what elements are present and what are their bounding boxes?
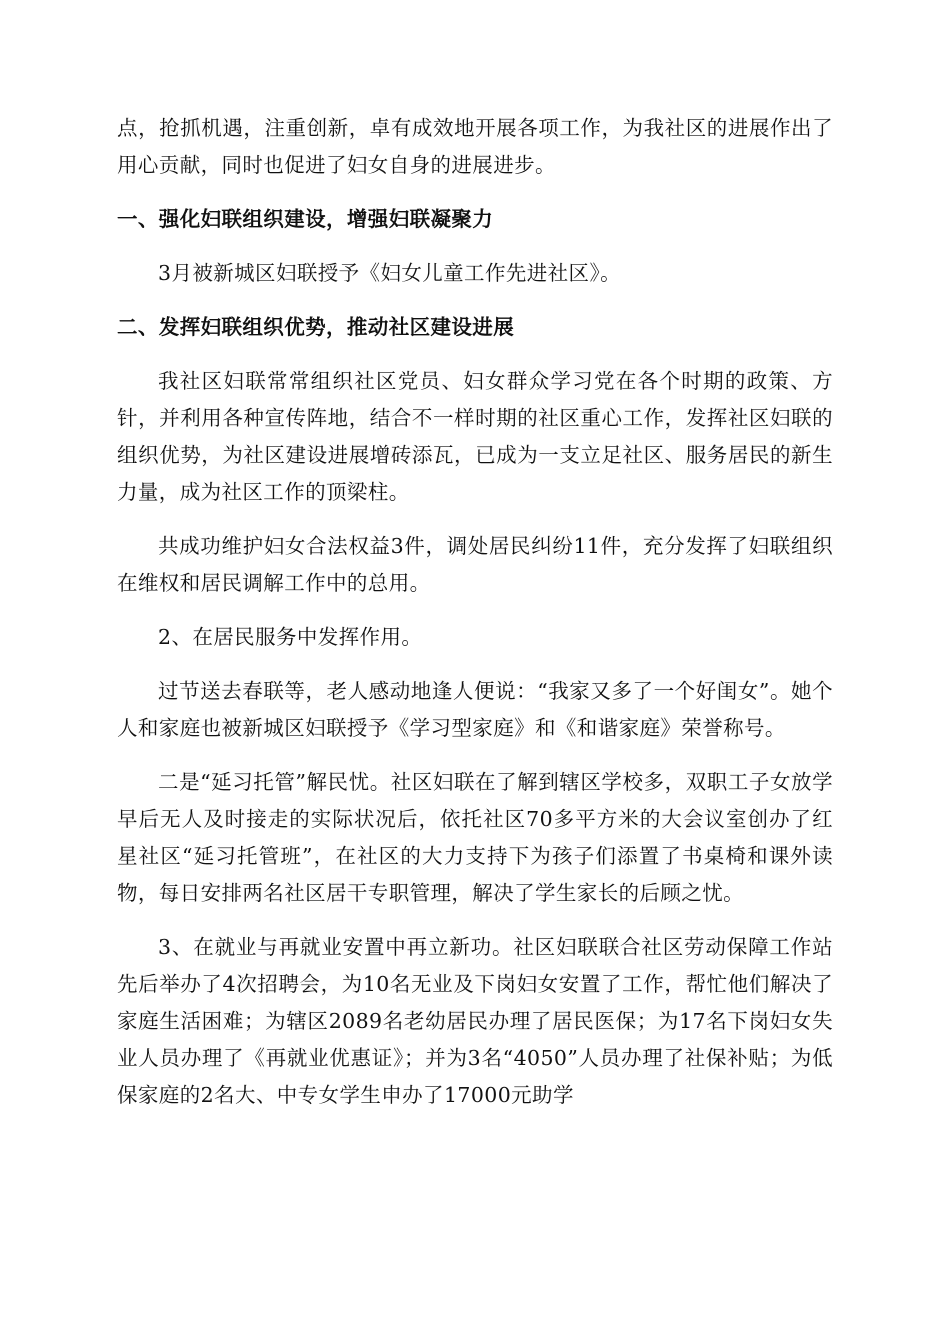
paragraph-spring-couplets: 过节送去春联等，老人感动地逢人便说：“我家又多了一个好闺女”。她个人和家庭也被新城区妇联授予《学习型家庭》和《和谐家庭》荣誉称号。	[117, 679, 833, 740]
section-heading-2: 二、发挥妇联组织优势，推动社区建设进展	[117, 315, 515, 339]
paragraph-employment: 3、在就业与再就业安置中再立新功。社区妇联联合社区劳动保障工作站先后举办了4次招聘会，为10名无业及下岗妇女安置了工作，帮忙他们解决了家庭生活困难；为辖区2089名老幼居民办理了居民医保；为17名下岗妇女失业人员办理了《再就业优惠证》；并为3名“4050”人员办理了社保补贴；为低保家庭的2名大、中专女学生申办了17000元助学	[117, 935, 833, 1107]
paragraph-continuation: 点，抢抓机遇，注重创新，卓有成效地开展各项工作，为我社区的进展作出了用心贡献，同时也促进了妇女自身的进展进步。	[117, 116, 833, 177]
subheading-resident-service: 2、在居民服务中发挥作用。	[158, 625, 423, 649]
paragraph-award: 3月被新城区妇联授予《妇女儿童工作先进社区》。	[158, 261, 621, 285]
paragraph-organization: 我社区妇联常常组织社区党员、妇女群众学习党在各个时期的政策、方针，并利用各种宣传阵地，结合不一样时期的社区重心工作，发挥社区妇联的组织优势，为社区建设进展增砖添瓦，已成为一支立足社区、服务居民的新生力量，成为社区工作的顶梁柱。	[117, 369, 833, 504]
document-body	[117, 110, 833, 1114]
paragraph-rights: 共成功维护妇女合法权益3件，调处居民纠纷11件，充分发挥了妇联组织在维权和居民调解工作中的总用。	[117, 534, 833, 595]
section-heading-1: 一、强化妇联组织建设，增强妇联凝聚力	[117, 207, 494, 231]
paragraph-after-school: 二是“延习托管”解民忧。社区妇联在了解到辖区学校多，双职工子女放学早后无人及时接走的实际状况后，依托社区70多平方米的大会议室创办了红星社区“延习托管班”，在社区的大力支持下为孩子们添置了书桌椅和课外读物，每日安排两名社区居干专职管理，解决了学生家长的后顾之忧。	[117, 770, 833, 905]
